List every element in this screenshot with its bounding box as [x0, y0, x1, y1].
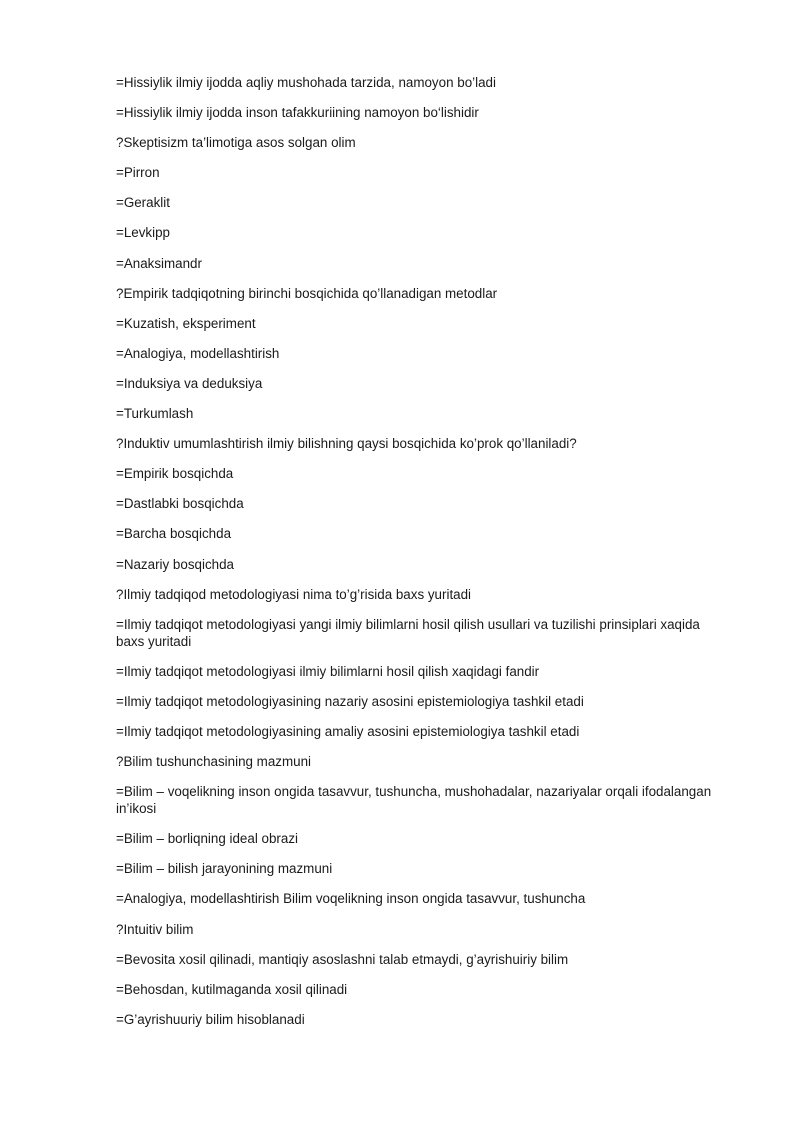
- answer-line: =Geraklit: [116, 195, 170, 211]
- answer-line: =Ilmiy tadqiqot metodologiyasining nazariy asosini epistemiologiya tashkil etadi: [116, 693, 584, 709]
- answer-line: =Nazariy bosqichda: [116, 556, 234, 572]
- answer-line: =Barcha bosqichda: [116, 526, 232, 542]
- question-line: ?Skeptisizm ta’limotiga asos solgan olim: [116, 135, 356, 151]
- question-line: ?Induktiv umumlashtirish ilmiy bilishning qaysi bosqichida ko’prok qo’llaniladi?: [116, 436, 577, 452]
- answer-line: =Analogiya, modellashtirish Bilim voqelikning inson ongida tasavvur, tushuncha: [116, 891, 586, 907]
- answer-line: =G’ayrishuuriy bilim hisoblanadi: [116, 1011, 305, 1027]
- question-line: ?Intuitiv bilim: [116, 921, 194, 937]
- answer-line: =Empirik bosqichda: [116, 466, 234, 482]
- answer-line: =Hissiylik ilmiy ijodda inson tafakkuriining namoyon bo‘lishidir: [116, 105, 479, 121]
- answer-line: =Dastlabki bosqichda: [116, 496, 244, 512]
- answer-line: =Turkumlash: [116, 406, 194, 422]
- answer-line: =Levkipp: [116, 225, 170, 241]
- answer-line: =Analogiya, modellashtirish: [116, 345, 280, 361]
- question-line: ?Empirik tadqiqotning birinchi bosqichida qo’llanadigan metodlar: [116, 285, 498, 301]
- answer-line: =Ilmiy tadqiqot metodologiyasi yangi ilmiy bilimlarni hosil qilish usullari va tuzilishi prinsiplari xaqida baxs yuritadi: [116, 616, 700, 649]
- answer-line: =Ilmiy tadqiqot metodologiyasi ilmiy bilimlarni hosil qilish xaqidagi fandir: [116, 663, 540, 679]
- question-line: ?Bilim tushunchasining mazmuni: [116, 754, 312, 770]
- answer-line: =Kuzatish, eksperiment: [116, 315, 256, 331]
- answer-line: =Bilim – voqelikning inson ongida tasavvur, tushuncha, mushohadalar, nazariyalar orqali ifodalangan in’ikosi: [116, 784, 712, 817]
- answer-line: =Bilim – borliqning ideal obrazi: [116, 831, 298, 847]
- document-body: [116, 74, 726, 1041]
- answer-line: =Hissiylik ilmiy ijodda aqliy mushohada tarzida, namoyon bo’ladi: [116, 75, 496, 90]
- answer-line: =Induksiya va deduksiya: [116, 375, 263, 391]
- answer-line: =Anaksimandr: [116, 255, 202, 271]
- answer-line: =Pirron: [116, 165, 160, 181]
- answer-line: =Bevosita xosil qilinadi, mantiqiy asoslashni talab etmaydi, g’ayrishuiriy bilim: [116, 951, 569, 967]
- question-line: ?Ilmiy tadqiqod metodologiyasi nima to’g’risida baxs yuritadi: [116, 586, 472, 602]
- answer-line: =Behosdan, kutilmaganda xosil qilinadi: [116, 981, 348, 997]
- answer-line: =Bilim – bilish jarayonining mazmuni: [116, 861, 333, 877]
- answer-line: =Ilmiy tadqiqot metodologiyasining amaliy asosini epistemiologiya tashkil etadi: [116, 723, 580, 739]
